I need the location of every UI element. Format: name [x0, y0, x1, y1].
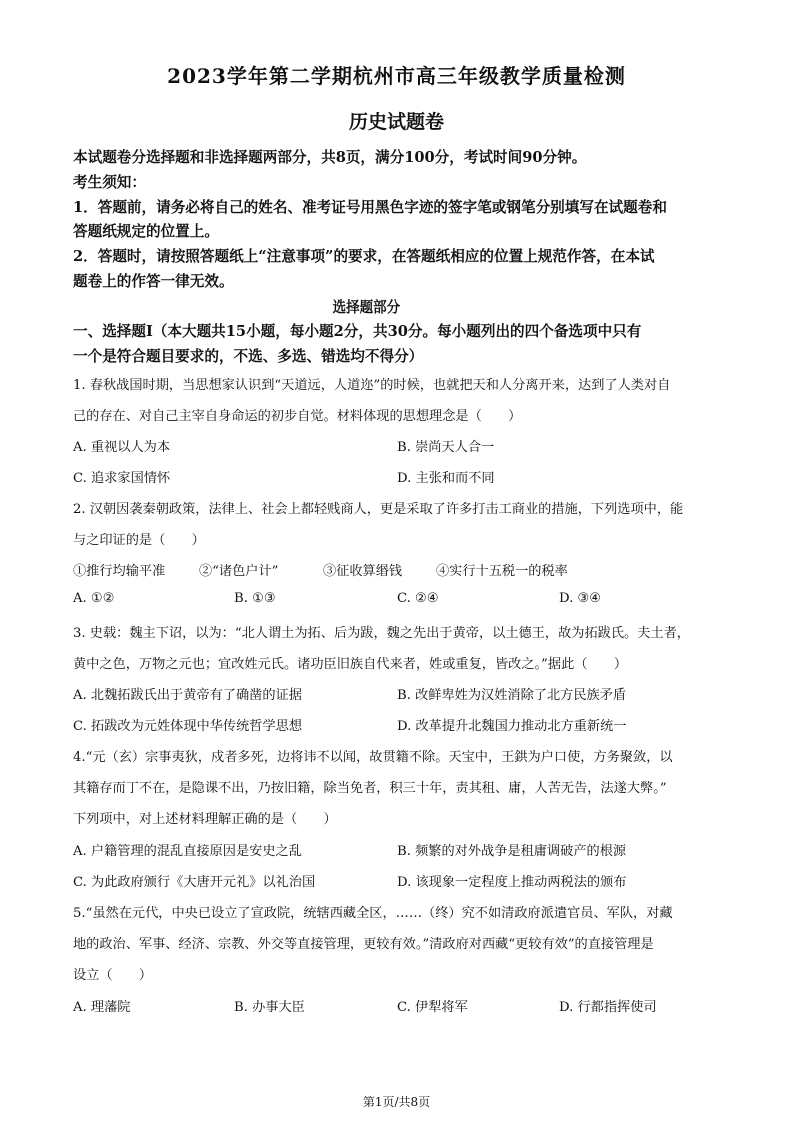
question-2-item-4: ④实行十五税一的税率	[436, 564, 568, 579]
question-3-option-d: D. 改革提升北魏国力推动北方重新统一	[397, 719, 627, 734]
exam-info-line: 本试题卷分选择题和非选择题两部分，共8页，满分100分，考试时间90分钟。	[73, 149, 587, 166]
question-4-option-b: B. 频繁的对外战争是租庸调破产的根源	[397, 844, 627, 859]
question-2-option-c: C. ②④	[397, 591, 439, 606]
question-5-line-1: 5.“虽然在元代，中央已设立了宣政院，统辖西藏全区，……（终）究不如清政府派遣官员、军队，对藏	[73, 906, 673, 921]
question-2-line-2: 与之印证的是（ ）	[73, 533, 205, 548]
part-instructions-2: 一个是符合题目要求的，不选、多选、错选均不得分）	[73, 348, 424, 365]
part-instructions-1: 一、选择题Ⅰ（本大题共15小题，每小题2分，共30分。每小题列出的四个备选项中只有	[73, 323, 642, 340]
question-3-option-b: B. 改鲜卑姓为汉姓消除了北方民族矛盾	[397, 688, 627, 703]
question-1-option-b: B. 崇尚天人合一	[397, 440, 495, 455]
question-4-line-1: 4.“元（玄）宗事夷狄，戍者多死，边将讳不以闻，故贯籍不除。天宝中，王鉷为户口使，方务聚敛，以	[73, 750, 673, 765]
question-1-option-a: A. 重视以人为本	[73, 440, 171, 455]
question-4-option-c: C. 为此政府颁行《大唐开元礼》以礼治国	[73, 875, 316, 890]
question-5-option-d: D. 行都指挥使司	[559, 1000, 657, 1015]
notice-item-1a: 1．答题前，请务必将自己的姓名、准考证号用黑色字迹的签字笔或钢笔分别填写在试题卷和	[73, 199, 667, 216]
question-3-option-a: A. 北魏拓跋氏出于黄帝有了确凿的证据	[73, 688, 302, 703]
question-3-line-1: 3. 史载：魏主下诏，以为：“北人谓土为拓、后为跋，魏之先出于黄帝，以土德王，故为拓跋氏。夫土者，	[73, 626, 690, 641]
question-4-option-d: D. 该现象一定程度上推动两税法的颁布	[397, 875, 627, 890]
question-2-item-1: ①推行均输平准	[73, 564, 166, 579]
notice-item-2a: 2．答题时，请按照答题纸上“注意事项”的要求，在答题纸相应的位置上规范作答，在本试	[73, 248, 655, 265]
question-1-option-d: D. 主张和而不同	[397, 471, 495, 486]
question-4-option-a: A. 户籍管理的混乱直接原因是安史之乱	[73, 844, 302, 859]
notice-heading: 考生须知：	[73, 174, 146, 191]
section-heading: 选择题部分	[332, 299, 401, 316]
question-3-option-c: C. 拓跋改为元姓体现中华传统哲学思想	[73, 719, 303, 734]
question-3-line-2: 黄中之色，万物之元也；宜改姓元氏。诸功臣旧族自代来者，姓或重复，皆改之。”据此（ ）	[73, 657, 628, 672]
notice-item-2b: 题卷上的作答一律无效。	[73, 273, 234, 290]
question-5-line-3: 设立（ ）	[73, 968, 153, 983]
question-2-option-b: B. ①③	[234, 591, 276, 606]
question-2-item-2: ②“诸色户计”	[199, 564, 279, 579]
exam-subtitle: 历史试题卷	[348, 111, 444, 133]
question-5-option-b: B. 办事大臣	[234, 1000, 305, 1015]
question-1-line-1: 1. 春秋战国时期，当思想家认识到“天道远，人道迩”的时候，也就把天和人分离开来，达到了人类对自	[73, 378, 671, 393]
question-2-item-3: ③征收算缗钱	[323, 564, 403, 579]
question-5-line-2: 地的政治、军事、经济、宗教、外交等直接管理，更较有效。”清政府对西藏“更较有效”的直接管理是	[73, 937, 654, 952]
question-2-line-1: 2. 汉朝因袭秦朝政策，法律上、社会上都轻贱商人，更是采取了许多打击工商业的措施，下列选项中，能	[73, 502, 684, 517]
question-2-option-a: A. ①②	[73, 591, 115, 606]
question-5-option-c: C. 伊犁将军	[397, 1000, 468, 1015]
question-1-line-2: 己的存在、对自己主宰自身命运的初步自觉。材料体现的思想理念是（ ）	[73, 409, 522, 424]
exam-title: 2023学年第二学期杭州市高三年级教学质量检测	[167, 64, 626, 88]
question-2-option-d: D. ③④	[559, 591, 602, 606]
question-4-line-3: 下列项中，对上述材料理解正确的是（ ）	[73, 812, 337, 827]
question-5-option-a: A. 理藩院	[73, 1000, 131, 1015]
page-number: 第1页/共8页	[362, 1095, 431, 1109]
question-4-line-2: 其籍存而丁不在，是隐课不出，乃按旧籍，除当免者，积三十年，责其租、庸，人苦无告，法遂大弊。”	[73, 781, 667, 796]
question-1-option-c: C. 追求家国情怀	[73, 471, 171, 486]
notice-item-1b: 答题纸规定的位置上。	[73, 223, 219, 240]
